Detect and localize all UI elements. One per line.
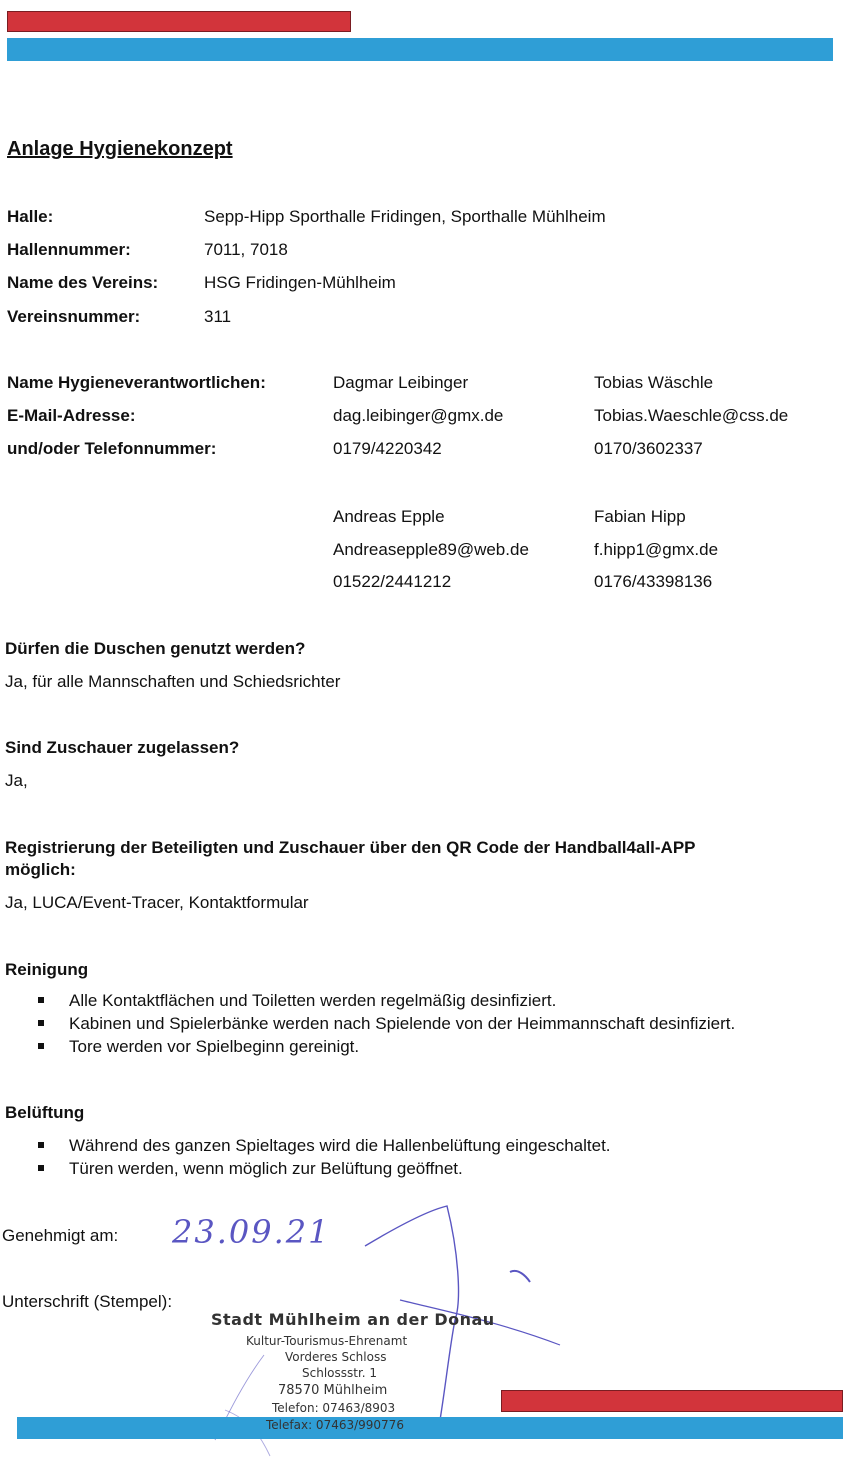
stamp-line-7: Telefax: 07463/990776 (266, 1418, 404, 1432)
contact-4-name: Fabian Hipp (594, 507, 686, 526)
ventilation-heading: Belüftung (5, 1103, 85, 1122)
spectators-question: Sind Zuschauer zugelassen? (5, 738, 240, 757)
info-value-hallennummer: 7011, 7018 (204, 240, 288, 259)
contact-3-phone: 01522/2441212 (333, 572, 452, 591)
cleaning-list (10, 989, 735, 1058)
ventilation-list (10, 1134, 611, 1180)
footer-red-bar (501, 1390, 843, 1412)
stamp-line-4: Schlossstr. 1 (302, 1366, 378, 1380)
contact-1-email: dag.leibinger@gmx.de (333, 406, 504, 425)
list-item: Alle Kontaktflächen und Toiletten werden regelmäßig desinfiziert. (10, 989, 735, 1012)
contact-4-email: f.hipp1@gmx.de (594, 540, 719, 559)
info-value-verein: HSG Fridingen-Mühlheim (204, 273, 396, 292)
registration-answer: Ja, LUCA/Event-Tracer, Kontaktformular (5, 893, 309, 912)
contact-2-name: Tobias Wäschle (594, 373, 714, 392)
info-label-hallennummer: Hallennummer: (7, 240, 131, 259)
showers-question: Dürfen die Duschen genutzt werden? (5, 639, 306, 658)
approval-date-handwritten: 23.09.21 (172, 1213, 331, 1251)
info-label-verein: Name des Vereins: (7, 273, 159, 292)
page-title: Anlage Hygienekonzept (7, 138, 233, 160)
registration-question-line1: Registrierung der Beteiligten und Zuschauer über den QR Code der Handball4all-APP (5, 838, 696, 857)
contact-3-name: Andreas Epple (333, 507, 445, 526)
list-item: Tore werden vor Spielbeginn gereinigt. (10, 1035, 735, 1058)
info-label-vereinsnummer: Vereinsnummer: (7, 307, 141, 326)
contact-1-name: Dagmar Leibinger (333, 373, 469, 392)
header-red-bar (7, 11, 351, 32)
showers-answer: Ja, für alle Mannschaften und Schiedsrichter (5, 672, 341, 691)
contact-4-phone: 0176/43398136 (594, 572, 713, 591)
approval-label: Genehmigt am: (2, 1226, 119, 1245)
list-item: Während des ganzen Spieltages wird die Hallenbelüftung eingeschaltet. (10, 1134, 611, 1157)
cleaning-heading: Reinigung (5, 960, 89, 979)
info-value-vereinsnummer: 311 (204, 307, 232, 326)
stamp-line-2: Kultur-Tourismus-Ehrenamt (246, 1334, 408, 1348)
stamp-line-1: Stadt Mühlheim an der Donau (211, 1310, 495, 1329)
list-item: Türen werden, wenn möglich zur Belüftung geöffnet. (10, 1157, 611, 1180)
contacts-label-name: Name Hygieneverantwortlichen: (7, 373, 266, 392)
registration-question-line2: möglich: (5, 860, 76, 879)
contacts-label-phone: und/oder Telefonnummer: (7, 439, 217, 458)
contacts-label-email: E-Mail-Adresse: (7, 406, 136, 425)
info-label-halle: Halle: (7, 207, 54, 226)
stamp-line-6: Telefon: 07463/8903 (272, 1401, 396, 1415)
signature-label: Unterschrift (Stempel): (2, 1292, 173, 1311)
contact-2-phone: 0170/3602337 (594, 439, 703, 458)
header-blue-bar (7, 38, 833, 61)
contact-1-phone: 0179/4220342 (333, 439, 442, 458)
spectators-answer: Ja, (5, 771, 28, 790)
footer-blue-bar (17, 1417, 843, 1439)
list-item: Kabinen und Spielerbänke werden nach Spielende von der Heimmannschaft desinfiziert. (10, 1012, 735, 1035)
contact-3-email: Andreasepple89@web.de (333, 540, 529, 559)
stamp-line-3: Vorderes Schloss (285, 1350, 387, 1364)
stamp-line-5: 78570 Mühlheim (278, 1383, 388, 1398)
contact-2-email: Tobias.Waeschle@css.de (594, 406, 789, 425)
info-value-halle: Sepp-Hipp Sporthalle Fridingen, Sporthalle Mühlheim (204, 207, 606, 226)
